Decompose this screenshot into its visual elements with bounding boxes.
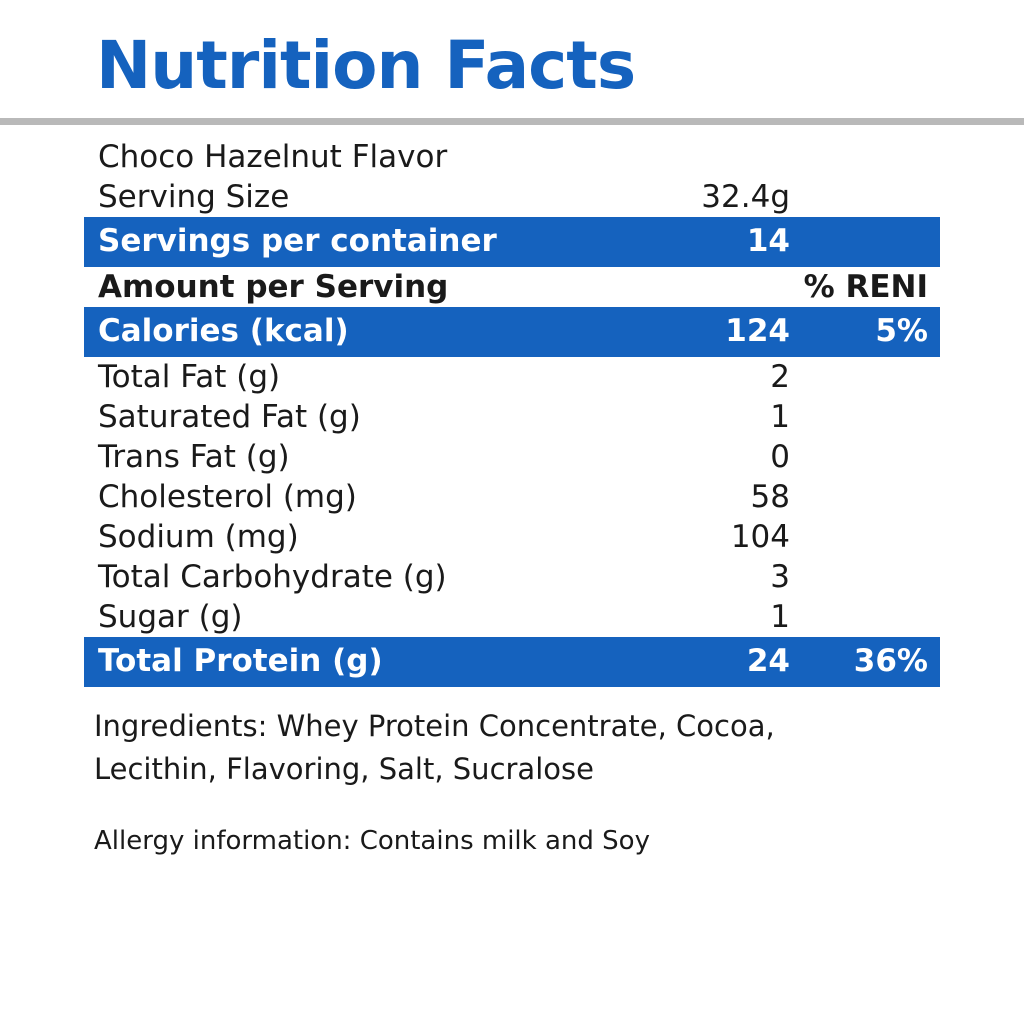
allergy-text: Allergy information: Contains milk and Soy — [94, 825, 650, 856]
sodium-value: 104 — [730, 518, 790, 555]
cholesterol-value: 58 — [750, 478, 790, 515]
cholesterol-label: Cholesterol (mg) — [98, 478, 357, 515]
servings-per-container-label: Servings per container — [98, 222, 497, 259]
servings-per-container-value: 14 — [746, 222, 790, 259]
saturated-fat-row — [84, 397, 940, 437]
title-divider — [0, 118, 1024, 125]
serving-size-value: 32.4g — [701, 178, 790, 215]
sugar-value: 1 — [770, 598, 790, 635]
cholesterol-row — [84, 477, 940, 517]
daily-value-header: % RENI — [803, 268, 928, 305]
total-carbohydrate-row — [84, 557, 940, 597]
amount-per-serving-row — [84, 267, 940, 307]
total-carbohydrate-label: Total Carbohydrate (g) — [98, 558, 447, 595]
page-title: Nutrition Facts — [96, 27, 636, 104]
ingredients-text: Ingredients: Whey Protein Concentrate, Cocoa, Lecithin, Flavoring, Salt, Sucralose — [94, 708, 775, 787]
trans-fat-label: Trans Fat (g) — [98, 438, 290, 475]
total-protein-pct: 36% — [853, 642, 928, 679]
footnotes — [94, 705, 954, 856]
amount-per-serving-label: Amount per Serving — [98, 268, 449, 305]
total-protein-row — [84, 637, 940, 687]
total-fat-value: 2 — [770, 358, 790, 395]
sugar-label: Sugar (g) — [98, 598, 243, 635]
sodium-label: Sodium (mg) — [98, 518, 299, 555]
total-protein-label: Total Protein (g) — [98, 642, 383, 679]
sodium-row — [84, 517, 940, 557]
calories-value: 124 — [725, 312, 790, 349]
product-name: Choco Hazelnut Flavor — [98, 138, 448, 175]
calories-pct: 5% — [875, 312, 928, 349]
product-name-row — [84, 137, 940, 177]
servings-per-container-row — [84, 217, 940, 267]
total-fat-label: Total Fat (g) — [98, 358, 281, 395]
sugar-row — [84, 597, 940, 637]
total-protein-value: 24 — [746, 642, 790, 679]
total-fat-row — [84, 357, 940, 397]
serving-size-label: Serving Size — [98, 178, 290, 215]
calories-row — [84, 307, 940, 357]
serving-size-row — [84, 177, 940, 217]
trans-fat-value: 0 — [770, 438, 790, 475]
nutrition-table — [84, 125, 940, 687]
calories-label: Calories (kcal) — [98, 312, 349, 349]
saturated-fat-label: Saturated Fat (g) — [98, 398, 361, 435]
trans-fat-row — [84, 437, 940, 477]
total-carbohydrate-value: 3 — [770, 558, 790, 595]
saturated-fat-value: 1 — [770, 398, 790, 435]
